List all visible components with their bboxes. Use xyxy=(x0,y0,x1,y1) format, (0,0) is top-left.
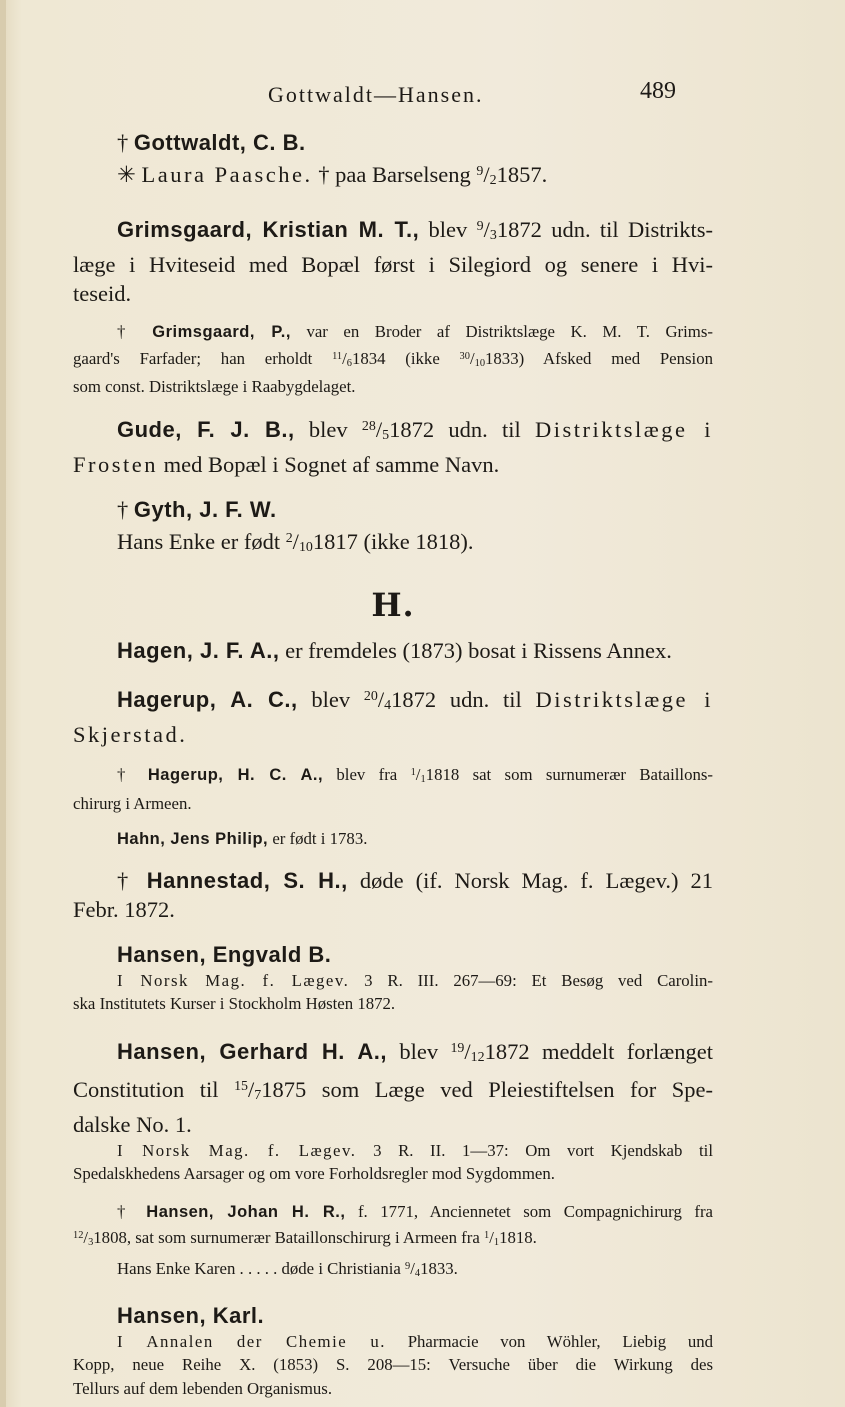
date-month: 1 xyxy=(493,1237,500,1249)
page-edge xyxy=(0,0,6,1407)
entry-heading: Hansen, Gerhard H. A., xyxy=(117,1038,387,1064)
date-month: 10 xyxy=(474,357,486,369)
section-letter: H. xyxy=(371,586,415,625)
entry-heading: Gottwaldt, C. B. xyxy=(133,130,306,155)
entry-text: Febr. 1872. xyxy=(73,896,175,922)
journal-title: I Norsk Mag. f. Lægev. xyxy=(117,1140,357,1160)
entry-text: 1818 sat som surnumerær Bataillons- xyxy=(425,765,713,785)
dagger-mark: † xyxy=(117,497,129,523)
entry-gyth: † Gyth, J. F. W. Hans Enke er født $^2$/101817 (ikke 1818). xyxy=(117,497,474,556)
entry-hagerup-ac: Hagerup, A. C., blev $^{20}$/41872 udn. til Distriktslæge i Skjerstad. xyxy=(73,687,714,748)
date-month: 6 xyxy=(346,357,352,369)
date-day: 20 xyxy=(363,689,378,705)
entry-text: med Bopæl i Sognet af samme Navn. xyxy=(163,452,500,478)
entry-text: Spedalskhedens Aarsager og om vore Forholdsregler mod Sygdommen. xyxy=(73,1164,555,1184)
spouse-mark: ✳ xyxy=(117,161,136,187)
entry-text: er født i 1783. xyxy=(272,829,368,849)
entry-gude: Gude, F. J. B., blev $^{28}$/51872 udn. til Distriktslæge i Frosten med Bopæl i Sognet af samme Navn. xyxy=(73,417,714,478)
entry-text: 1808, sat som surnumerær Bataillonschirurg i Armeen fra xyxy=(93,1228,480,1248)
entry-text: som const. Distriktslæge i Raabygdelaget. xyxy=(73,376,356,396)
entry-heading: Gude, F. J. B., xyxy=(117,417,295,443)
entry-grimsgaard-p: † Grimsgaard, P., var en Broder af Distriktslæge K. M. T. Grims- gaard's Farfader; han erholdt $^{11}$/61834 (ikke $^{30}$/101833) Afsked med Pension som const. Distriktslæge i Raabygdelaget. xyxy=(73,320,713,398)
entry-text: Pharmacie von Wöhler, Liebig und xyxy=(407,1331,713,1351)
date-month: 10 xyxy=(298,540,313,556)
entry-hagen xyxy=(73,636,713,665)
entry-grimsgaard-kristian: Grimsgaard, Kristian M. T., blev $^9$/31872 udn. til Distrikts- læge i Hviteseid med Bopæl først i Silegiord og senere i Hvi- teseid. xyxy=(73,217,714,307)
entry-text: Distriktslæge i xyxy=(535,417,714,443)
date-year: 1857. xyxy=(496,161,548,187)
spouse-name: Laura Paasche. xyxy=(141,161,313,187)
entry-text: 1833) Afsked med Pension xyxy=(485,348,713,368)
entry-text: Hans Enke Karen . . . . . døde i Christiania xyxy=(117,1258,401,1278)
entry-text: 1875 som Læge ved Pleiestiftelsen for Spe- xyxy=(261,1076,713,1102)
entry-heading: Hansen, Johan H. R., xyxy=(146,1202,346,1221)
entry-text: 1818. xyxy=(499,1228,537,1248)
date-month: 3 xyxy=(88,1237,94,1249)
entry-text: blev fra xyxy=(336,765,398,785)
entry-text: Constitution til xyxy=(73,1076,219,1102)
entry-hansen-engvald xyxy=(73,940,713,1016)
entry-text: 3 R. III. 267—69: Et Besøg ved Carolin- xyxy=(364,970,713,990)
entry-text: 1817 (ikke 1818). xyxy=(312,529,474,555)
date-month: 2 xyxy=(489,173,497,189)
entry-text: gaard's Farfader; han erholdt xyxy=(73,348,313,368)
entry-gottwaldt: † Gottwaldt, C. B. ✳ Laura Paasche. † paa Barselseng $^9$/21857. xyxy=(117,130,548,189)
entry-heading: Hansen, Engvald B. xyxy=(117,941,332,967)
entry-text: var en Broder af Distriktslæge K. M. T. Grims- xyxy=(306,322,713,342)
entry-heading: Hahn, Jens Philip, xyxy=(117,830,269,849)
date-day: 1 xyxy=(410,767,416,779)
entry-text: blev xyxy=(308,417,348,443)
page-number: 489 xyxy=(640,78,676,104)
entry-text: 1833. xyxy=(420,1258,458,1278)
entry-text: ska Institutets Kurser i Stockholm Høsten 1872. xyxy=(73,994,396,1014)
date-month: 4 xyxy=(384,698,392,714)
entry-text: læge i Hviteseid med Bopæl først i Silegiord og senere i Hvi- xyxy=(73,252,713,278)
entry-text: 3 R. II. 1—37: Om vort Kjendskab til xyxy=(373,1140,713,1160)
date-month: 12 xyxy=(470,1049,485,1065)
date-day: 15 xyxy=(234,1078,248,1094)
date-day: 30 xyxy=(459,350,470,362)
entry-text: chirurg i Armeen. xyxy=(73,793,192,813)
entry-hahn xyxy=(73,827,713,852)
entry-text: 1872 udn. til xyxy=(389,417,521,443)
journal-title: I Norsk Mag. f. Lægev. xyxy=(117,970,350,990)
entry-heading: Hagen, J. F. A., xyxy=(117,638,280,664)
entry-heading: Grimsgaard, P., xyxy=(152,323,291,342)
entry-text: blev xyxy=(311,687,351,713)
entry-text: blev xyxy=(399,1038,439,1064)
entry-text: f. 1771, Anciennetet som Compagnichirurg fra xyxy=(357,1201,714,1221)
date-month: 7 xyxy=(254,1087,262,1103)
entry-heading: Hannestad, S. H., xyxy=(146,867,348,893)
entry-hansen-karl xyxy=(73,1301,713,1401)
entry-hansen-gerhard: Hansen, Gerhard H. A., blev $^{19}$/121872 meddelt forlænget Constitution til $^{15}$/71875 som Læge ved Pleiestiftelsen for Spe- dalske No. 1. I Norsk Mag. f. Lægev. 3 R. II. 1—37: Om vort Kjendskab til Spedalskhedens Aarsager og om vore Forholdsregler mod Sygdommen. xyxy=(73,1034,713,1186)
date-day: 19 xyxy=(450,1040,465,1056)
entry-hagerup-hca: † Hagerup, H. C. A., blev fra $^1$/11818 sat som surnumerær Bataillons- chirurg i Armeen. xyxy=(73,761,713,815)
place-name: Skjerstad. xyxy=(73,722,188,748)
dagger-mark: † xyxy=(117,867,135,893)
date-day: 9 xyxy=(476,219,484,235)
entry-text: teseid. xyxy=(73,281,132,307)
entry-heading: Hagerup, A. C., xyxy=(117,687,298,713)
entry-heading: Grimsgaard, Kristian M. T., xyxy=(117,217,420,243)
date-day: 2 xyxy=(285,531,293,547)
date-day: 12 xyxy=(73,1230,84,1242)
entry-text: blev xyxy=(428,217,468,243)
running-title: Gottwaldt—Hansen. xyxy=(268,82,484,107)
date-month: 3 xyxy=(489,228,497,244)
entry-text: dalske No. 1. xyxy=(73,1111,192,1137)
entry-text: paa Barselseng xyxy=(335,161,471,187)
entry-text: 1872 udn. til xyxy=(391,687,522,713)
date-day: 1 xyxy=(484,1230,490,1242)
dagger-mark: † xyxy=(117,322,137,342)
entry-text: Kopp, neue Reihe X. (1853) S. 208—15: Versuche über die Wirkung des xyxy=(73,1355,713,1375)
entry-text: er fremdeles (1873) bosat i Rissens Annex. xyxy=(285,638,672,664)
entry-text: 1872 udn. til Distrikts- xyxy=(496,217,714,243)
entry-text: Tellurs auf dem lebenden Organismus. xyxy=(73,1378,333,1398)
entry-heading: Hansen, Karl. xyxy=(117,1302,265,1328)
page-content xyxy=(73,128,713,1400)
date-day: 9 xyxy=(405,1260,411,1272)
entry-text: Distriktslæge i xyxy=(535,687,714,713)
dagger-mark: † xyxy=(318,161,330,187)
entry-text: 1834 (ikke xyxy=(351,348,440,368)
date-month: 1 xyxy=(420,774,426,786)
date-month: 4 xyxy=(414,1267,421,1279)
date-day: 28 xyxy=(361,419,376,435)
entry-text: døde (if. Norsk Mag. f. Lægev.) 21 xyxy=(359,867,714,893)
dagger-mark: † xyxy=(117,1201,134,1221)
entry-heading: Gyth, J. F. W. xyxy=(133,497,277,523)
entry-text: Hans Enke er født xyxy=(117,529,281,555)
dagger-mark: † xyxy=(117,765,135,785)
entry-heading: Hagerup, H. C. A., xyxy=(147,766,324,785)
dagger-mark: † xyxy=(117,130,129,155)
entry-hannestad xyxy=(73,866,713,924)
date-day: 9 xyxy=(476,164,484,179)
date-month: 5 xyxy=(382,428,390,444)
journal-title: I Annalen der Chemie u. xyxy=(117,1331,386,1351)
entry-text: 1872 meddelt forlænget xyxy=(484,1038,714,1064)
entry-hansen-johan: † Hansen, Johan H. R., f. 1771, Anciennetet som Compagnichirurg fra $^{12}$/31808, sat som surnumerær Bataillonschirurg i Armeen fra $^1$/11818. Hans Enke Karen . . . . . døde i Christiania $^9$/41833. xyxy=(73,1201,714,1279)
place-name: Frosten xyxy=(73,452,158,478)
date-day: 11 xyxy=(332,350,343,362)
page-header xyxy=(0,78,845,114)
